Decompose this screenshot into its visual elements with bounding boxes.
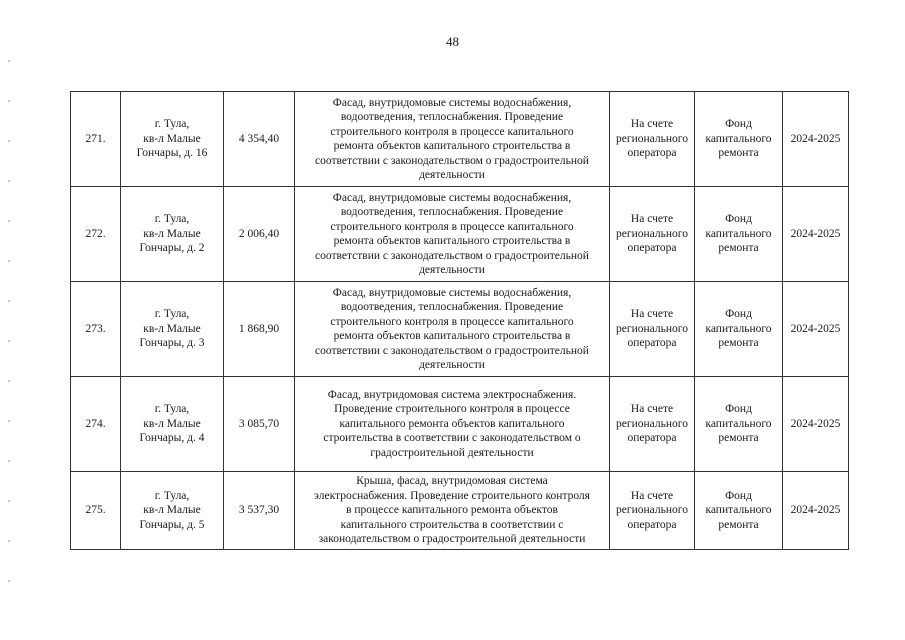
- works-cell-line: капитального строительства в соответствии с: [340, 518, 564, 531]
- table-row: [71, 187, 849, 282]
- fund-cell-line: ремонта: [718, 432, 759, 445]
- fund-cell-line: капитального: [705, 504, 772, 517]
- row-number-cell: 271.: [71, 92, 121, 187]
- account-cell-line: На счете: [630, 403, 674, 416]
- works-cell-line: деятельности: [419, 264, 485, 276]
- account-cell: [610, 282, 695, 377]
- address-cell-line: Гончары, д. 2: [139, 242, 205, 255]
- fund-cell-line: капитального: [705, 227, 772, 240]
- address-cell-line: г. Тула,: [154, 403, 190, 416]
- account-cell-line: оператора: [627, 337, 677, 350]
- account-cell-line: На счете: [630, 118, 674, 131]
- works-cell-line: строительного контроля в процессе капитального: [330, 315, 574, 328]
- works-cell-line: Фасад, внутридомовые системы водоснабжения,: [332, 96, 572, 109]
- address-cell-line: кв-л Малые: [143, 227, 201, 240]
- address-cell: [121, 187, 224, 282]
- address-cell: [121, 377, 224, 472]
- works-cell-line: Фасад, внутридомовые системы водоснабжения,: [332, 191, 572, 204]
- account-cell-line: оператора: [627, 147, 677, 160]
- address-cell: [121, 472, 224, 550]
- area-cell: 1 868,90: [224, 282, 295, 377]
- repair-register-table: [70, 91, 849, 550]
- works-cell-line: капитального ремонта объектов капитального: [339, 417, 565, 430]
- works-cell-line: деятельности: [419, 359, 485, 371]
- works-cell-line: Фасад, внутридомовые системы водоснабжения,: [332, 286, 572, 299]
- address-cell: [121, 92, 224, 187]
- table-row: [71, 377, 849, 472]
- account-cell-line: регионального: [616, 132, 688, 145]
- works-cell-line: Проведение строительного контроля в процессе: [334, 403, 570, 416]
- address-cell-line: г. Тула,: [154, 118, 190, 131]
- fund-cell-line: ремонта: [718, 518, 759, 531]
- row-number-cell: 274.: [71, 377, 121, 472]
- fund-cell-line: капитального: [705, 132, 772, 145]
- works-cell-line: законодательством о градостроительной деятельности: [318, 533, 586, 546]
- account-cell-line: регионального: [616, 417, 688, 430]
- fund-cell: [695, 282, 783, 377]
- period-cell: 2024-2025: [783, 282, 849, 377]
- fund-cell-line: ремонта: [718, 337, 759, 350]
- account-cell-line: На счете: [630, 308, 674, 321]
- account-cell-line: оператора: [627, 242, 677, 255]
- works-cell-line: Фасад, внутридомовая система электроснабжения.: [327, 388, 577, 401]
- fund-cell: [695, 472, 783, 550]
- address-cell-line: г. Тула,: [154, 489, 190, 502]
- area-cell: 3 085,70: [224, 377, 295, 472]
- account-cell-line: На счете: [630, 489, 674, 502]
- fund-cell-line: капитального: [705, 417, 772, 430]
- address-cell-line: г. Тула,: [154, 213, 190, 226]
- account-cell-line: оператора: [627, 432, 677, 445]
- works-cell-line: водоотведения, теплоснабжения. Проведение: [340, 301, 564, 313]
- fund-cell-line: Фонд: [725, 213, 752, 226]
- works-cell-line: водоотведения, теплоснабжения. Проведение: [340, 206, 564, 218]
- row-number-cell: 275.: [71, 472, 121, 550]
- row-number-cell: 272.: [71, 187, 121, 282]
- area-cell: 4 354,40: [224, 92, 295, 187]
- account-cell-line: регионального: [616, 504, 688, 517]
- fund-cell-line: Фонд: [725, 118, 752, 131]
- works-cell-line: соответствии с законодательством о градостроительной: [315, 344, 589, 357]
- fund-cell-line: капитального: [705, 322, 772, 335]
- fund-cell-line: ремонта: [718, 242, 759, 255]
- address-cell-line: Гончары, д. 4: [139, 432, 205, 445]
- works-cell-line: соответствии с законодательством о градостроительной: [315, 154, 589, 167]
- fund-cell-line: Фонд: [725, 403, 752, 416]
- works-cell-line: ремонта объектов капитального строительства в: [333, 140, 571, 152]
- period-cell: 2024-2025: [783, 92, 849, 187]
- works-cell-line: соответствии с законодательством о градостроительной: [315, 249, 589, 262]
- works-cell-line: строительства в соответствии с законодательством о: [323, 432, 581, 445]
- address-cell-line: кв-л Малые: [143, 417, 201, 430]
- account-cell: [610, 92, 695, 187]
- fund-cell: [695, 377, 783, 472]
- address-cell: [121, 282, 224, 377]
- area-cell: 2 006,40: [224, 187, 295, 282]
- account-cell: [610, 377, 695, 472]
- area-cell: 3 537,30: [224, 472, 295, 550]
- works-cell: [295, 282, 610, 377]
- works-cell-line: в процессе капитального ремонта объектов: [346, 504, 558, 517]
- account-cell-line: регионального: [616, 322, 688, 335]
- address-cell-line: Гончары, д. 3: [139, 337, 205, 350]
- fund-cell: [695, 92, 783, 187]
- works-cell: [295, 92, 610, 187]
- account-cell-line: На счете: [630, 213, 674, 226]
- table-row: [71, 92, 849, 187]
- address-cell-line: Гончары, д. 16: [136, 147, 208, 160]
- address-cell-line: кв-л Малые: [143, 322, 201, 335]
- works-cell-line: Крыша, фасад, внутридомовая система: [356, 475, 548, 488]
- address-cell-line: Гончары, д. 5: [139, 518, 205, 531]
- account-cell-line: оператора: [627, 518, 677, 531]
- works-cell-line: строительного контроля в процессе капитального: [330, 220, 574, 233]
- table-row: [71, 472, 849, 550]
- period-cell: 2024-2025: [783, 377, 849, 472]
- fund-cell-line: Фонд: [725, 489, 752, 502]
- works-cell-line: водоотведения, теплоснабжения. Проведение: [340, 111, 564, 123]
- fund-cell-line: Фонд: [725, 308, 752, 321]
- table-row: [71, 282, 849, 377]
- works-cell: [295, 377, 610, 472]
- page-number: 48: [446, 34, 459, 49]
- fund-cell: [695, 187, 783, 282]
- works-cell-line: электроснабжения. Проведение строительного контроля: [314, 489, 590, 502]
- works-cell-line: строительного контроля в процессе капитального: [330, 125, 574, 138]
- margin-scan-marks: [8, 60, 10, 620]
- address-cell-line: кв-л Малые: [143, 504, 201, 517]
- works-cell-line: ремонта объектов капитального строительства в: [333, 330, 571, 342]
- works-cell-line: ремонта объектов капитального строительства в: [333, 235, 571, 247]
- account-cell: [610, 472, 695, 550]
- period-cell: 2024-2025: [783, 472, 849, 550]
- fund-cell-line: ремонта: [718, 147, 759, 160]
- works-cell-line: деятельности: [419, 169, 485, 181]
- account-cell: [610, 187, 695, 282]
- works-cell-line: градостроительной деятельности: [370, 446, 534, 459]
- works-cell: [295, 187, 610, 282]
- works-cell: [295, 472, 610, 550]
- row-number-cell: 273.: [71, 282, 121, 377]
- address-cell-line: кв-л Малые: [143, 132, 201, 145]
- address-cell-line: г. Тула,: [154, 308, 190, 321]
- account-cell-line: регионального: [616, 227, 688, 240]
- period-cell: 2024-2025: [783, 187, 849, 282]
